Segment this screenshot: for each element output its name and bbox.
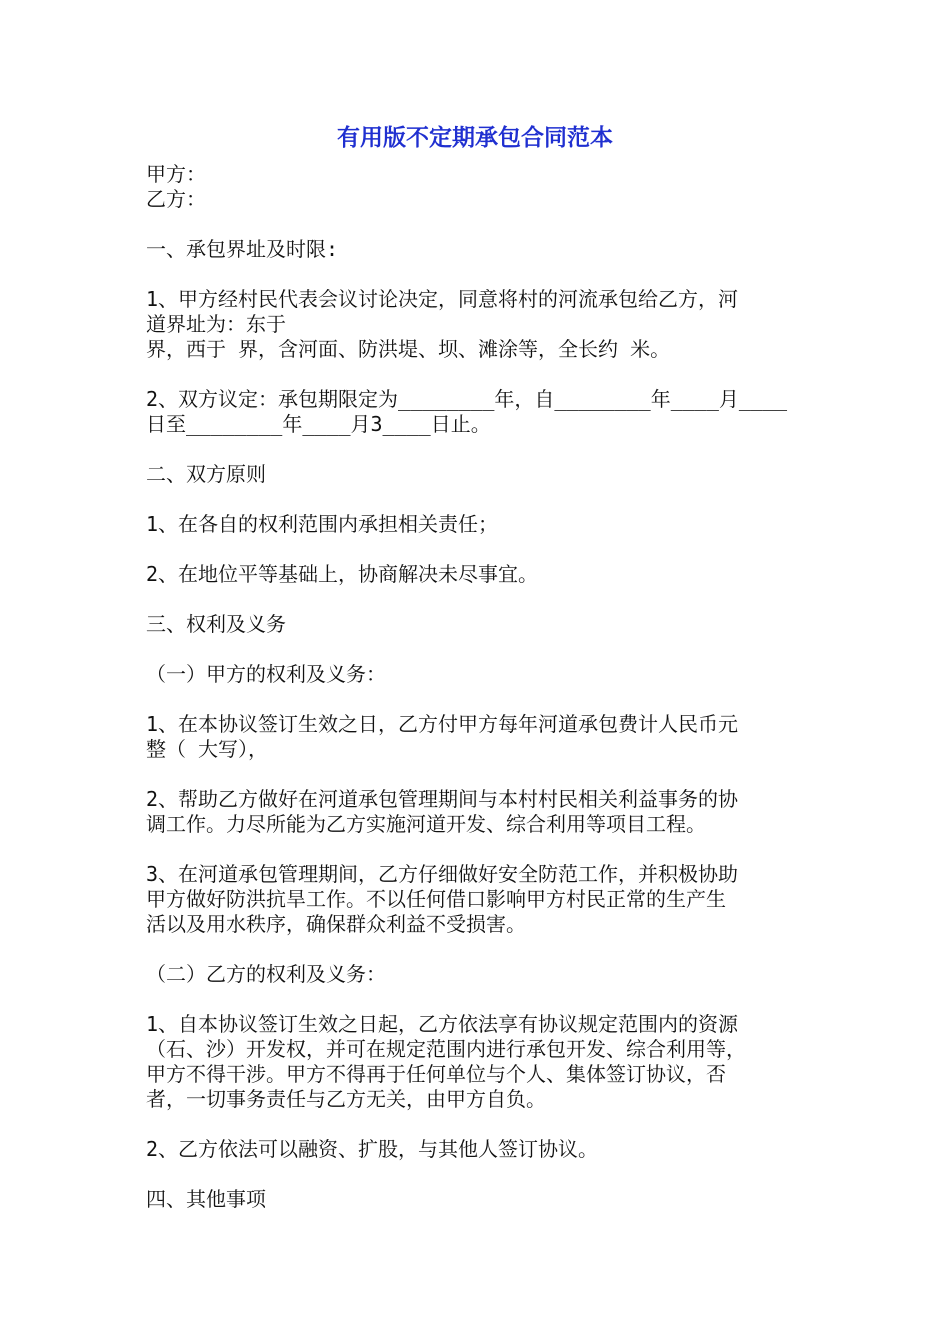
document-line: （一）甲方的权利及义务：: [146, 662, 386, 686]
blank-line: [146, 937, 810, 962]
document-title: 有用版不定期承包合同范本: [337, 125, 613, 151]
document-line: 2、在地位平等基础上，协商解决未尽事宜。: [146, 562, 539, 586]
blank-line: [146, 1162, 810, 1187]
document-line: 调工作。力尽所能为乙方实施河道开发、综合利用等项目工程。: [146, 812, 706, 836]
document-line: 三、权利及义务: [146, 612, 286, 636]
blank-line: [146, 1112, 810, 1137]
document-line: 乙方：: [146, 187, 206, 211]
blank-line: [146, 362, 810, 387]
document-line: 2、帮助乙方做好在河道承包管理期间与本村村民相关利益事务的协: [146, 787, 739, 811]
document-line: 1、在各自的权利范围内承担相关责任；: [146, 512, 499, 536]
blank-line: [146, 537, 810, 562]
document-line: （石、沙）开发权，并可在规定范围内进行承包开发、综合利用等，: [146, 1037, 746, 1061]
document-line: 1、甲方经村民代表会议讨论决定，同意将村的河流承包给乙方，河: [146, 287, 739, 311]
blank-line: [146, 587, 810, 612]
document-line: 2、乙方依法可以融资、扩股，与其他人签订协议。: [146, 1137, 599, 1161]
blank-line: [146, 262, 810, 287]
document-line: 2、双方议定：承包期限定为________年，自________年____月____: [146, 387, 788, 411]
document-line: 者，一切事务责任与乙方无关，由甲方自负。: [146, 1087, 546, 1111]
blank-line: [146, 987, 810, 1012]
document-line: 活以及用水秩序，确保群众利益不受损害。: [146, 912, 526, 936]
document-line: 四、其他事项: [146, 1187, 266, 1211]
blank-line: [146, 837, 810, 862]
document-line: 道界址为：东于: [146, 312, 286, 336]
document-line: 一、承包界址及时限:: [146, 237, 339, 261]
blank-line: [146, 437, 810, 462]
document-line: 甲方做好防洪抗旱工作。不以任何借口影响甲方村民正常的生产生: [146, 887, 726, 911]
document-line: 整（ 大写），: [146, 737, 269, 761]
document-line: （二）乙方的权利及义务：: [146, 962, 386, 986]
document-line: 甲方：: [146, 162, 206, 186]
document-line: 甲方不得干涉。甲方不得再于任何单位与个人、集体签订协议，否: [146, 1062, 726, 1086]
document-line: 二、双方原则: [146, 462, 266, 486]
blank-line: [146, 212, 810, 237]
blank-line: [146, 687, 810, 712]
document-line: 日至________年____月3____日止。: [146, 412, 491, 436]
document-body: [146, 162, 810, 1212]
blank-line: [146, 487, 810, 512]
document-line: 3、在河道承包管理期间，乙方仔细做好安全防范工作，并积极协助: [146, 862, 739, 886]
blank-line: [146, 637, 810, 662]
document-line: 界，西于 界，含河面、防洪堤、坝、滩涂等，全长约 米。: [146, 337, 671, 361]
blank-line: [146, 762, 810, 787]
document-line: 1、自本协议签订生效之日起，乙方依法享有协议规定范围内的资源: [146, 1012, 739, 1036]
document-line: 1、在本协议签订生效之日，乙方付甲方每年河道承包费计人民币元: [146, 712, 739, 736]
